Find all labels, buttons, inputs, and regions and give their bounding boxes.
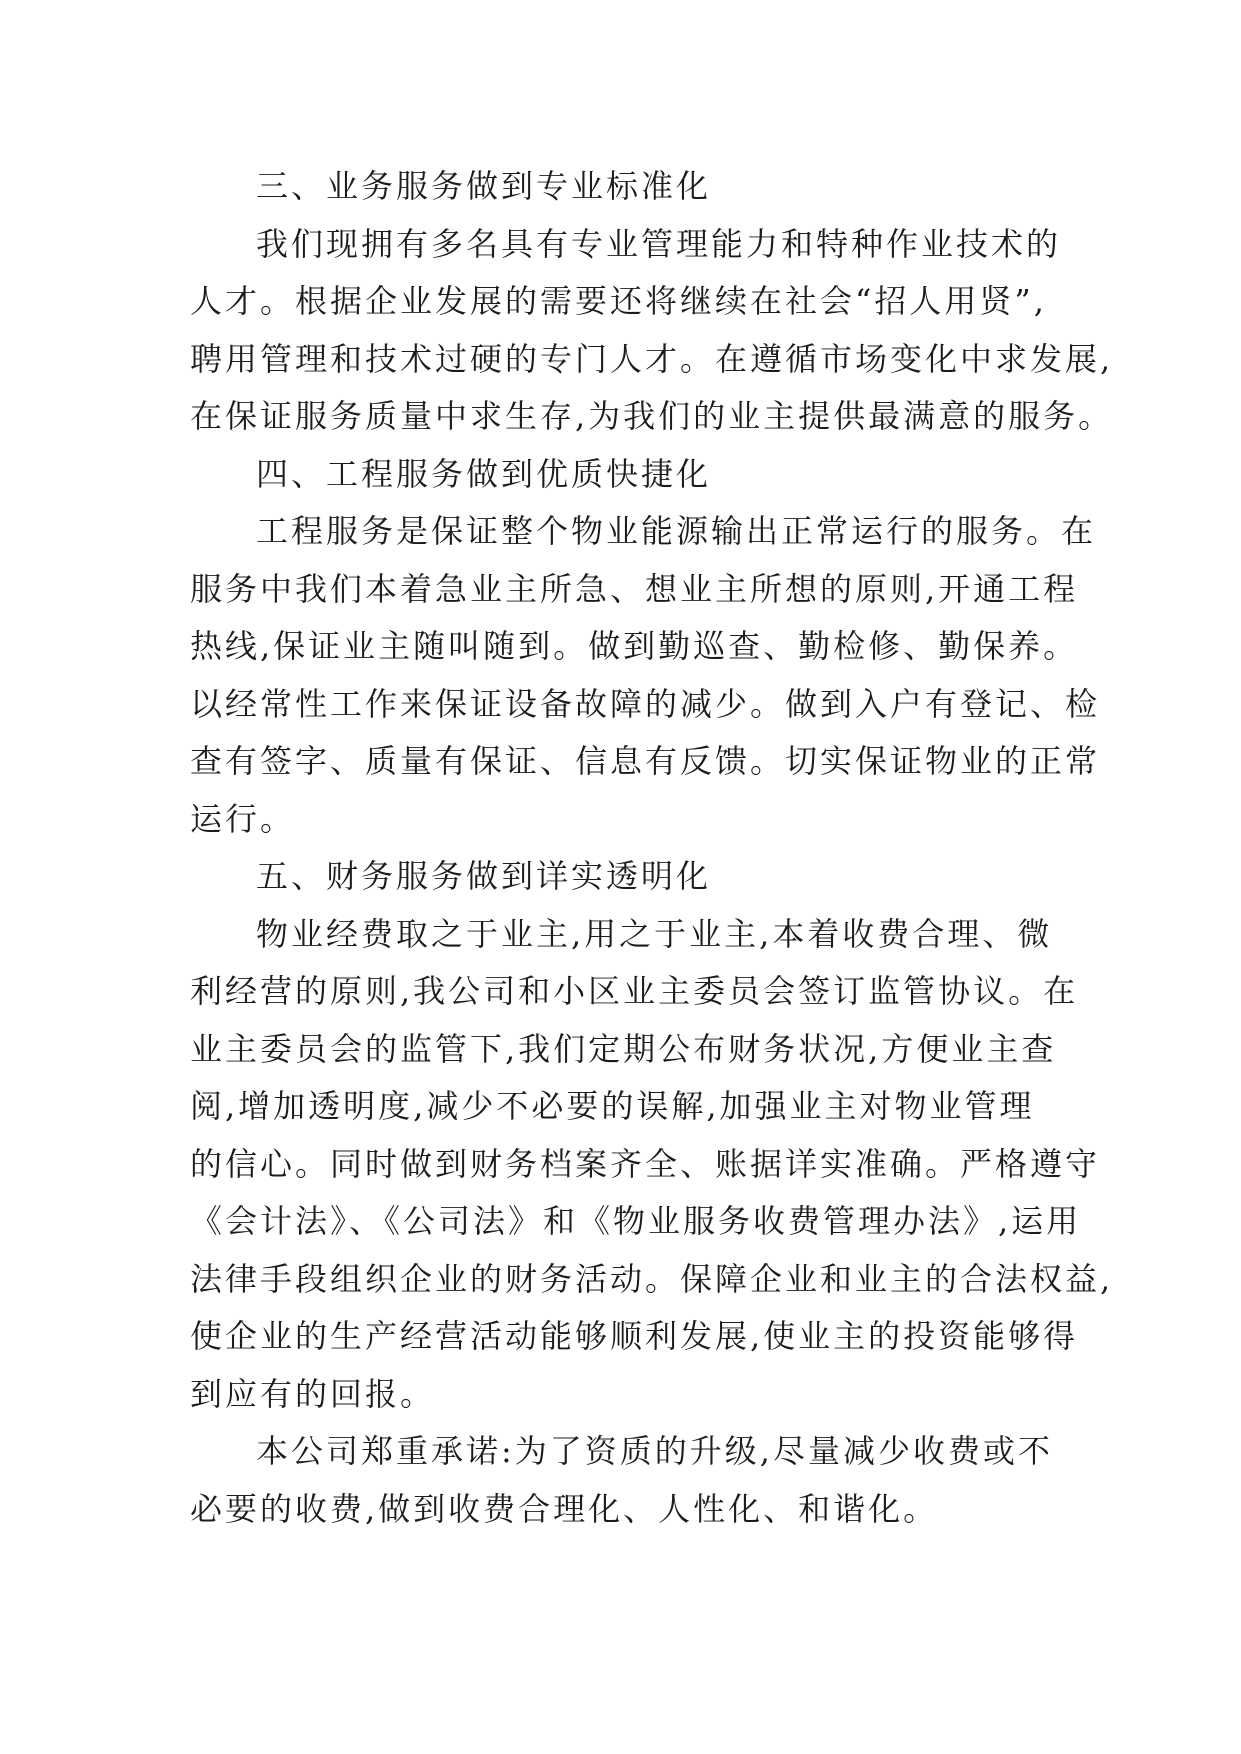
paragraph-line: 查有签字、质量有保证、信息有反馈。切实保证物业的正常: [190, 742, 1101, 780]
document-body: [190, 158, 1114, 1538]
paragraph-line: 本公司郑重承诺:为了资质的升级,尽量减少收费或不: [256, 1432, 1053, 1470]
paragraph-line: 法律手段组织企业的财务活动。保障企业和业主的合法权益,: [190, 1259, 1114, 1298]
paragraph-line: 运行。: [190, 799, 296, 838]
paragraph-line: 我们现拥有多名具有专业管理能力和特种作业技术的: [256, 224, 1062, 263]
paragraph-line: 利经营的原则,我公司和小区业主委员会签订监管协议。在: [190, 972, 1079, 1010]
paragraph-line: 物业经费取之于业主,用之于业主,本着收费合理、微: [256, 914, 1053, 953]
paragraph-line: 使企业的生产经营活动能够顺利发展,使业主的投资能够得: [190, 1317, 1079, 1355]
section-heading-3: 三、业务服务做到专业标准化: [256, 167, 712, 205]
section-heading-5: 五、财务服务做到详实透明化: [256, 857, 712, 895]
paragraph-line: 热线,保证业主随叫随到。做到勤巡查、勤检修、勤保养。: [190, 627, 1079, 665]
paragraph-line: 工程服务是保证整个物业能源输出正常运行的服务。在: [256, 512, 1097, 550]
paragraph-line: 服务中我们本着急业主所急、想业主所想的原则,开通工程: [190, 569, 1079, 608]
paragraph-line: 业主委员会的监管下,我们定期公布财务状况,方便业主查: [190, 1029, 1057, 1068]
paragraph-line: 《会计法》、《公司法》和《物业服务收费管理办法》,运用: [190, 1202, 1082, 1240]
paragraph-line: 在保证服务质量中求生存,为我们的业主提供最满意的服务。: [190, 397, 1114, 435]
paragraph-line: 到应有的回报。: [190, 1374, 436, 1413]
section-heading-4: 四、工程服务做到优质快捷化: [256, 454, 712, 493]
paragraph-line: 人才。根据企业发展的需要还将继续在社会“招人用贤”,: [190, 282, 1047, 320]
paragraph-line: 的信心。同时做到财务档案齐全、账据详实准确。严格遵守: [190, 1144, 1101, 1183]
paragraph-line: 阅,增加透明度,减少不必要的误解,加强业主对物业管理: [190, 1087, 1035, 1125]
paragraph-line: 聘用管理和技术过硬的专门人才。在遵循市场变化中求发展,: [190, 339, 1114, 378]
paragraph-line: 必要的收费,做到收费合理化、人性化、和谐化。: [190, 1489, 939, 1528]
paragraph-line: 以经常性工作来保证设备故障的减少。做到入户有登记、检: [190, 684, 1101, 723]
